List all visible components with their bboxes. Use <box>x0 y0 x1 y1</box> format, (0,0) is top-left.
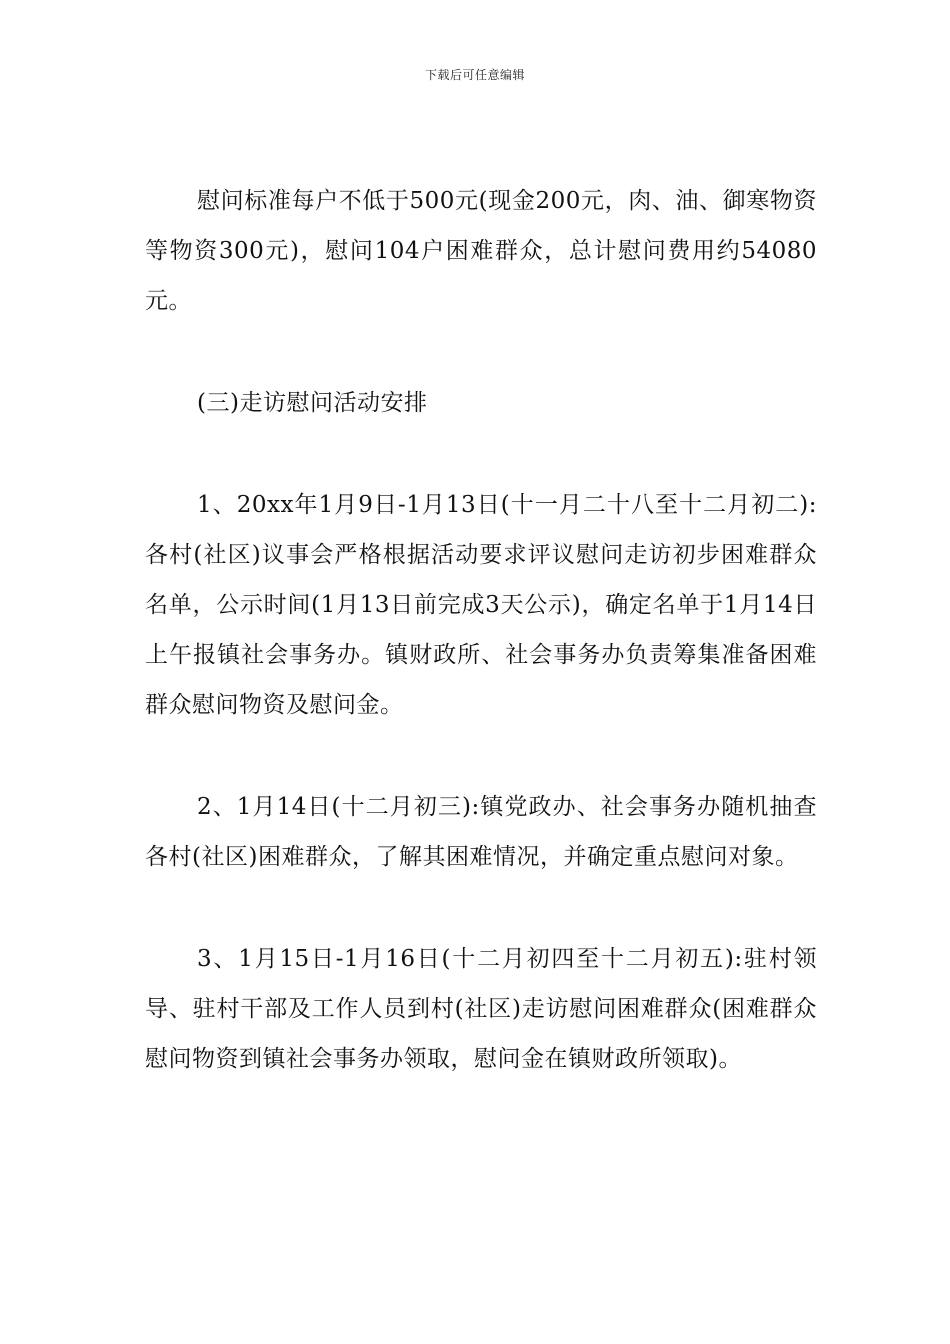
paragraph-step-2: 2、1月14日(十二月初三):镇党政办、社会事务办随机抽查各村(社区)困难群众，了解其困难情况，并确定重点慰问对象。 <box>145 794 817 870</box>
paragraph-subsidy-standard: 慰问标准每户不低于500元(现金200元，肉、油、御寒物资等物资300元)，慰问104户困难群众，总计慰问费用约54080元。 <box>145 188 817 314</box>
page-header-note: 下载后可任意编辑 <box>424 68 525 82</box>
paragraph-step-1: 1、20xx年1月9日-1月13日(十一月二十八至十二月初二):各村(社区)议事会严格根据活动要求评议慰问走访初步困难群众名单，公示时间(1月13日前完成3天公示)，确定名单于1月14日上午报镇社会事务办。镇财政所、社会事务办负责筹集准备困难群众慰问物资及慰问金。 <box>145 492 817 718</box>
section-heading-visit-arrangement: (三)走访慰问活动安排 <box>197 390 428 416</box>
document-body <box>145 176 817 1084</box>
paragraph-step-3: 3、1月15日-1月16日(十二月初四至十二月初五):驻村领导、驻村干部及工作人员到村(社区)走访慰问困难群众(困难群众慰问物资到镇社会事务办领取，慰问金在镇财政所领取)。 <box>145 946 817 1072</box>
